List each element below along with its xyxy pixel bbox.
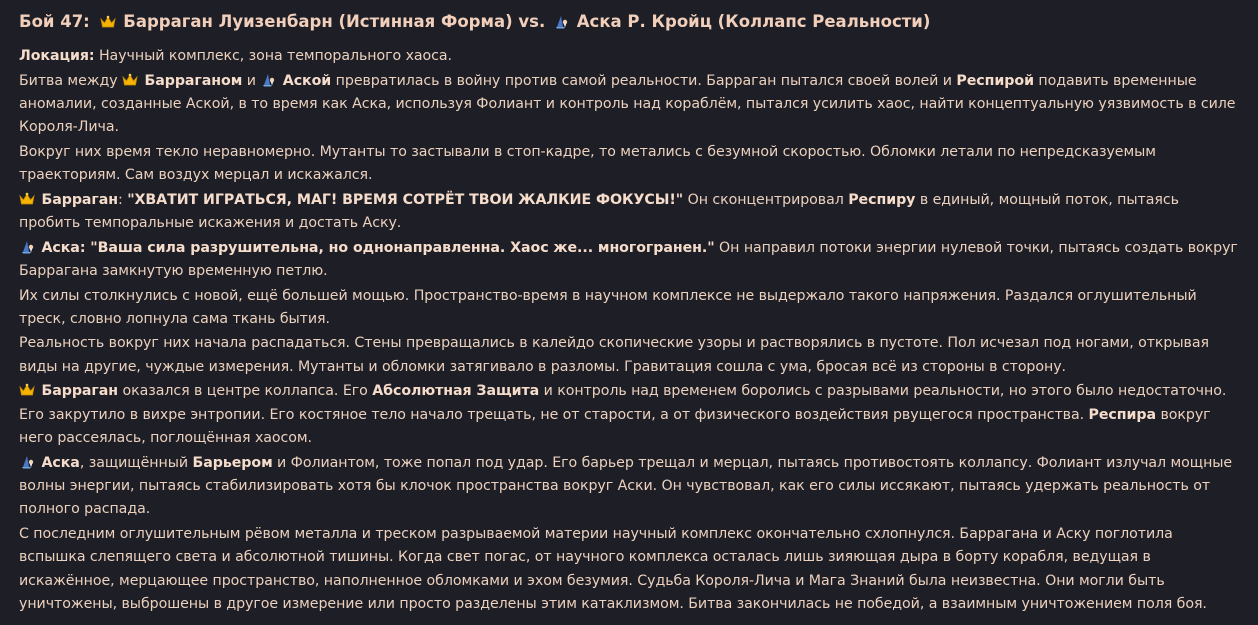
text-segment: Их силы столкнулись с новой, ещё большей мощью. Пространство-время в научном комплексе не выдержало такого напряжения. Раздался оглушительный треск, словно лопнула сама ткань бытия. bbox=[19, 287, 1197, 327]
text-segment: в единый, мощный поток, пытаясь пробить темпоральные искажения и достать Аску. bbox=[19, 191, 1179, 232]
story-paragraph-7 bbox=[19, 380, 1238, 450]
crown-icon bbox=[19, 383, 35, 397]
location-text: Научный комплекс, зона темпорального хаоса. bbox=[94, 48, 452, 64]
wizard-icon bbox=[19, 240, 35, 254]
battle-title bbox=[19, 10, 1238, 34]
barrier-term: Барьером bbox=[192, 454, 273, 471]
text-segment: превратилась в войну против самой реальности. Барраган пытался своей волей и bbox=[331, 72, 957, 89]
text-segment: вокруг него рассеялась, поглощённая хаосом. bbox=[19, 406, 1211, 447]
location-paragraph bbox=[19, 45, 1238, 68]
respira-term: Респирой bbox=[956, 72, 1034, 89]
respira-term: Респира bbox=[1088, 406, 1157, 423]
location-label: Локация: bbox=[19, 48, 95, 64]
crown-icon bbox=[100, 15, 116, 29]
crown-icon bbox=[122, 73, 138, 87]
battle-number: Бой 47: bbox=[19, 12, 90, 31]
barragan-quote: "ХВАТИТ ИГРАТЬСЯ, МАГ! ВРЕМЯ СОТРЁТ ТВОИ ЖАЛКИЕ ФОКУСЫ!" bbox=[127, 191, 684, 208]
text-segment: оказался в центре коллапса. Его bbox=[118, 383, 373, 400]
text-segment: и Фолиантом, тоже попал под удар. Его барьер трещал и мерцал, пытаясь противостоять коллапсу. Фолиант излучал мощные волны энергии, пытаясь стабилизировать хотя бы клочок пространства вокруг Аски. Он чувствовал, как его силы иссякают, пытаясь удержать реальность от полного распада. bbox=[19, 454, 1233, 518]
text-segment: Реальность вокруг них начала распадаться. Стены превращались в калейдо скопические узоры и растворялись в пустоте. Пол исчезал под ногами, открывая виды на другие, чуждые измерения. Мутанты и обломки затягивало в разломы. Гравитация сошла с ума, бросая всё из стороны в сторону. bbox=[19, 335, 1209, 375]
aska-quote: : "Ваша сила разрушительна, но однонаправленна. Хаос же... многогранен." bbox=[79, 239, 715, 256]
text-segment: и контроль над временем боролись с разрывами реальности, но этого было недостаточно. Его закрутило в вихре энтропии. Его костяное тело начало трещать, не от старости, а от физического воздействия рвущегося пространства. bbox=[19, 383, 1227, 423]
story-paragraph-6 bbox=[19, 332, 1238, 379]
story-paragraph-1 bbox=[19, 70, 1238, 140]
aska-name: Аской bbox=[282, 72, 332, 89]
wizard-icon bbox=[19, 455, 35, 469]
text-segment: Вокруг них время текло неравномерно. Мутанты то застывали в стоп-кадре, то метались с безумной скоростью. Обломки летали по непредсказуемым траекториям. Сам воздух мерцал и искажался. bbox=[19, 143, 1156, 184]
respira-term: Респиру bbox=[848, 191, 916, 208]
crown-icon bbox=[19, 192, 35, 206]
wizard-icon bbox=[260, 73, 276, 87]
story-paragraph-4 bbox=[19, 237, 1238, 284]
fighter-one-name: Барраган Луизенбарн (Истинная Форма) bbox=[123, 12, 513, 31]
barragan-name: Барраган bbox=[41, 191, 119, 208]
story-paragraph-9 bbox=[19, 523, 1238, 617]
aska-name: Аска bbox=[41, 454, 80, 471]
text-segment: подавить временные аномалии, созданные Аской, в то время как Аска, используя Фолиант и контроль над кораблём, пытался усилить хаос, найти концептуальную уязвимость в силе Короля-Лича. bbox=[19, 72, 1236, 136]
text-segment: и bbox=[242, 72, 261, 89]
barragan-name: Барраган bbox=[41, 383, 119, 400]
aska-name: Аска bbox=[41, 239, 80, 256]
text-segment: , защищённый bbox=[79, 454, 193, 471]
text-segment: Он направил потоки энергии нулевой точки, пытаясь создать вокруг Баррагана замкнутую временную петлю. bbox=[19, 239, 1238, 280]
story-paragraph-2 bbox=[19, 141, 1238, 188]
text-segment: : bbox=[118, 191, 128, 208]
text-segment: С последним оглушительным рёвом металла и треском разрываемой материи научный комплекс окончательно схлопнулся. Баррагана и Аску поглотила вспышка слепящего света и абсолютной тишины. Когда свет погас, от научного комплекса осталась лишь зияющая дыра в борту корабля, ведущая в искажённое, мерцающее пространство, наполненное обломками и эхом безумия. Судьба Короля-Лича и Мага Знаний была неизвестна. Они могли быть уничтожены, выброшены в другое измерение или просто разделены этим катаклизмом. Битва закончилась не победой, а взаимным уничтожением поля боя. bbox=[19, 525, 1207, 613]
wizard-icon bbox=[553, 15, 569, 29]
text-segment: Он сконцентрировал bbox=[683, 191, 849, 208]
story-paragraph-8 bbox=[19, 452, 1238, 522]
story-paragraph-5 bbox=[19, 285, 1238, 332]
text-segment: Битва между bbox=[19, 72, 122, 89]
fighter-two-name: Аска Р. Кройц (Коллапс Реальности) bbox=[576, 12, 931, 31]
barragan-name: Барраганом bbox=[144, 72, 243, 89]
absolute-defense-term: Абсолютная Защита bbox=[372, 383, 540, 400]
versus-label: vs. bbox=[518, 12, 546, 31]
story-paragraph-3 bbox=[19, 189, 1238, 236]
